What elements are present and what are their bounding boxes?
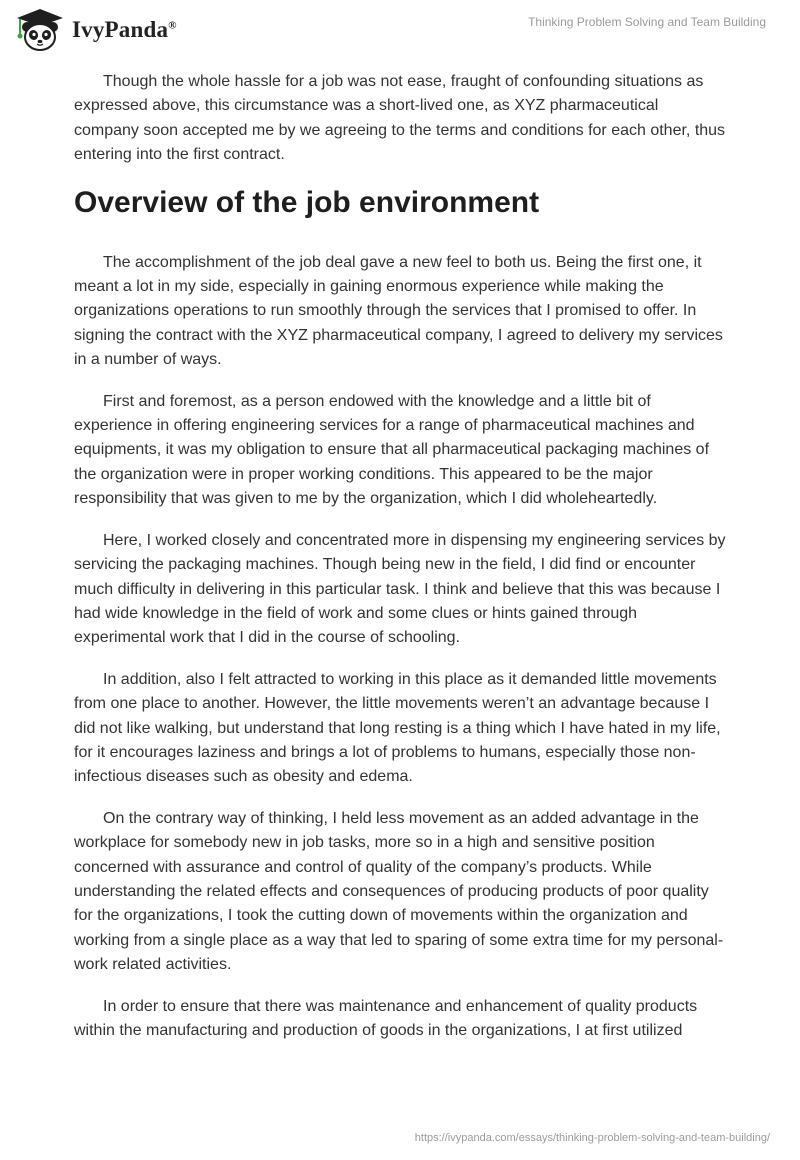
body-paragraph: Here, I worked closely and concentrated more in dispensing my engineering services by servicing the packaging machines. Though being new in the field, I did find or encounter much difficulty in delivering in this particular task. I think and believe that this was because I had wide knowledge in the field of work and some clues or hints gained through experimental work that I did in the course of schooling.: [74, 531, 726, 647]
body-paragraph: In order to ensure that there was maintenance and enhancement of quality products within the manufacturing and production of goods in the organizations, I at first utilized: [74, 997, 698, 1039]
page-header: [0, 0, 800, 60]
body-paragraph: In addition, also I felt attracted to working in this place as it demanded little movements from one place to another. However, the little movements weren’t an advantage because I did not like walking, but understand that long resting is a thing which I have hated in my life, for it encourages laziness and brings a lot of problems to humans, especially those non-infectious diseases such as obesity and edema.: [74, 670, 721, 786]
panda-graduate-icon: [14, 8, 66, 52]
brand-logo[interactable]: [14, 8, 177, 52]
intro-paragraph: Though the whole hassle for a job was not ease, fraught of confounding situations as expressed above, this circumstance was a short-lived one, as XYZ pharmaceutical company soon accepted me by we agreeing to the terms and conditions for each other, thus entering into the first contract.: [74, 73, 726, 164]
body-paragraph: The accomplishment of the job deal gave a new feel to both us. Being the first one, it meant a lot in my side, especially in gaining enormous experience while making the organizations operations to run smoothly through the services that I promised to offer. In signing the contract with the XYZ pharmaceutical company, I agreed to delivery my services in a number of ways.: [74, 253, 723, 369]
source-url-link[interactable]: https://ivypanda.com/essays/thinking-problem-solving-and-team-building/: [414, 1132, 770, 1144]
document-title: Thinking Problem Solving and Team Building: [528, 15, 766, 29]
essay-content: [74, 70, 726, 1060]
brand-name: IvyPanda®: [72, 17, 177, 42]
body-paragraph: First and foremost, as a person endowed with the knowledge and a little bit of experience in offering engineering services for a range of pharmaceutical machines and equipments, it was my obligation to ensure that all pharmaceutical packaging machines of the organization were in proper working conditions. This appeared to be the major responsibility that was given to me by the organization, which I did wholeheartedly.: [74, 392, 710, 508]
section-heading: Overview of the job environment: [74, 185, 540, 219]
registered-mark: ®: [168, 19, 177, 32]
body-paragraph: On the contrary way of thinking, I held less movement as an added advantage in the workplace for somebody new in job tasks, more so in a high and sensitive position concerned with assurance and control of quality of the company’s products. While understanding the related effects and consequences of producing products of poor quality for the organizations, I took the cutting down of movements within the organization and working from a single place as a way that led to sparing of some extra time for my personal-work related activities.: [74, 809, 724, 974]
